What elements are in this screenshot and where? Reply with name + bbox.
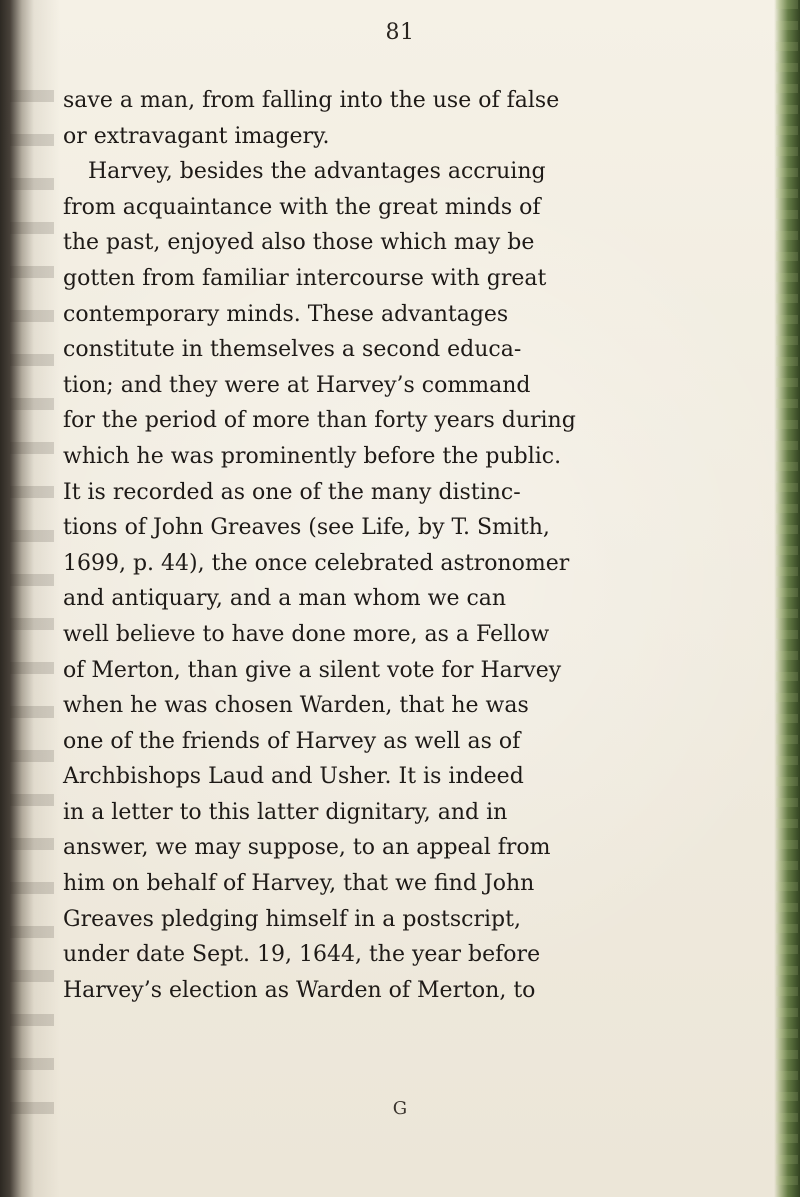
text-line: which he was prominently before the public. [63, 443, 562, 469]
text-line: or extravagant imagery. [63, 123, 330, 149]
text-line: save a man, from falling into the use of false [63, 88, 560, 113]
text-line: tions of John Greaves (see Life, by T. Smith, [63, 515, 550, 541]
body-text [63, 83, 663, 1008]
page-number: 81 [385, 20, 415, 45]
text-line: Archbishops Laud and Usher. It is indeed [63, 764, 524, 790]
text-line: tion; and they were at Harvey’s command [63, 372, 531, 398]
text-line: one of the friends of Harvey as well as of [63, 728, 521, 754]
text-line: when he was chosen Warden, that he was [63, 693, 529, 719]
text-line: the past, enjoyed also those which may be [63, 230, 535, 256]
text-line: well believe to have done more, as a Fellow [63, 621, 550, 647]
text-line: under date Sept. 19, 1644, the year before [63, 942, 541, 968]
text-line: It is recorded as one of the many distinc- [63, 479, 521, 505]
text-line: Harvey’s election as Warden of Merton, to [63, 977, 536, 1003]
text-line: Harvey, besides the advantages accruing [88, 159, 546, 185]
right-edge-speckle [776, 0, 798, 1197]
text-line: contemporary minds. These advantages [63, 301, 509, 327]
text-line: gotten from familiar intercourse with great [63, 265, 547, 291]
text-line: 1699, p. 44), the once celebrated astronomer [63, 550, 570, 576]
text-line: of Merton, than give a silent vote for Harvey [63, 657, 562, 683]
text-line: from acquaintance with the great minds of [63, 194, 541, 220]
text-line: Greaves pledging himself in a postscript, [63, 906, 521, 932]
left-edge-stain-marks [10, 90, 54, 1130]
text-line: him on behalf of Harvey, that we find John [63, 871, 535, 897]
text-line: answer, we may suppose, to an appeal from [63, 835, 551, 861]
text-line: for the period of more than forty years during [63, 408, 576, 434]
signature-mark: G [392, 1098, 408, 1119]
text-line: in a letter to this latter dignitary, and in [63, 799, 508, 825]
text-line: constitute in themselves a second educa- [63, 337, 522, 363]
text-line: and antiquary, and a man whom we can [63, 586, 507, 612]
